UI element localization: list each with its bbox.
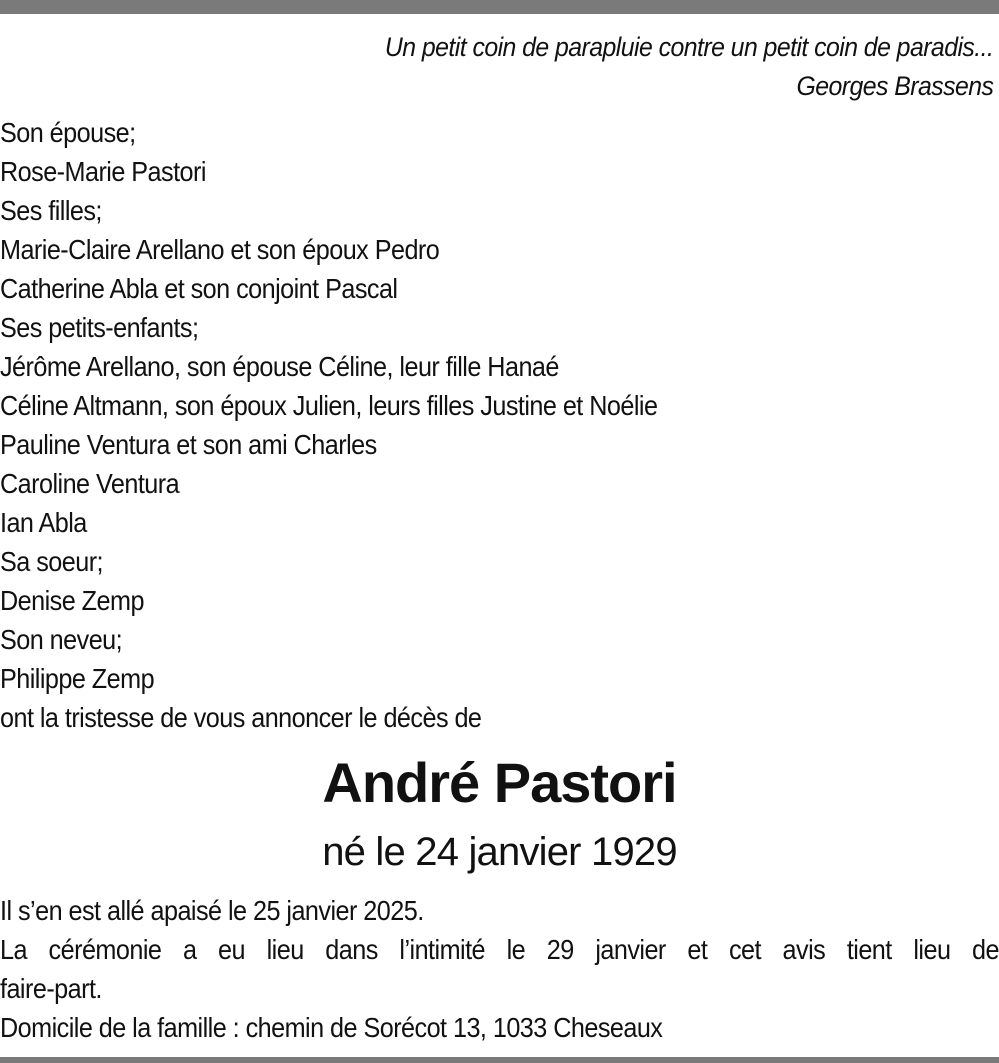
- family-line: Catherine Abla et son conjoint Pascal: [0, 273, 398, 304]
- birth-date: né le 24 janvier 1929: [322, 830, 677, 874]
- announcement-line: ont la tristesse de vous annoncer le décès de: [0, 702, 482, 733]
- closing-text: [0, 891, 999, 1047]
- passed-line: Il s’en est allé apaisé le 25 janvier 2025.: [0, 895, 424, 926]
- family-line: Céline Altmann, son époux Julien, leurs filles Justine et Noélie: [0, 390, 658, 421]
- family-line: Caroline Ventura: [0, 468, 180, 499]
- family-line: Philippe Zemp: [0, 663, 155, 694]
- top-rule: [0, 0, 999, 14]
- family-line: Ses filles;: [0, 195, 102, 226]
- family-list: [0, 113, 657, 737]
- family-line: Rose-Marie Pastori: [0, 156, 206, 187]
- family-address: Domicile de la famille : chemin de Sorécot 13, 1033 Cheseaux: [0, 1012, 663, 1043]
- epigraph-quote: Un petit coin de parapluie contre un petit coin de paradis...: [384, 32, 993, 62]
- deceased-name: André Pastori: [322, 751, 677, 814]
- family-line: Sa soeur;: [0, 546, 104, 577]
- ceremony-line: La cérémonie a eu lieu dans l’intimité le 29 janvier et cet avis tient lieu de: [0, 934, 999, 965]
- epigraph: [385, 28, 993, 106]
- family-line: Jérôme Arellano, son épouse Céline, leur fille Hanaé: [0, 351, 559, 382]
- ceremony-line-end: faire-part.: [0, 973, 102, 1004]
- family-line: Son épouse;: [0, 117, 136, 148]
- family-line: Son neveu;: [0, 624, 123, 655]
- family-line: Denise Zemp: [0, 585, 144, 616]
- family-line: Ses petits-enfants;: [0, 312, 199, 343]
- family-line: Pauline Ventura et son ami Charles: [0, 429, 377, 460]
- epigraph-author: Georges Brassens: [796, 71, 993, 101]
- family-line: Ian Abla: [0, 507, 87, 538]
- bottom-rule: [0, 1057, 999, 1063]
- family-line: Marie-Claire Arellano et son époux Pedro: [0, 234, 440, 265]
